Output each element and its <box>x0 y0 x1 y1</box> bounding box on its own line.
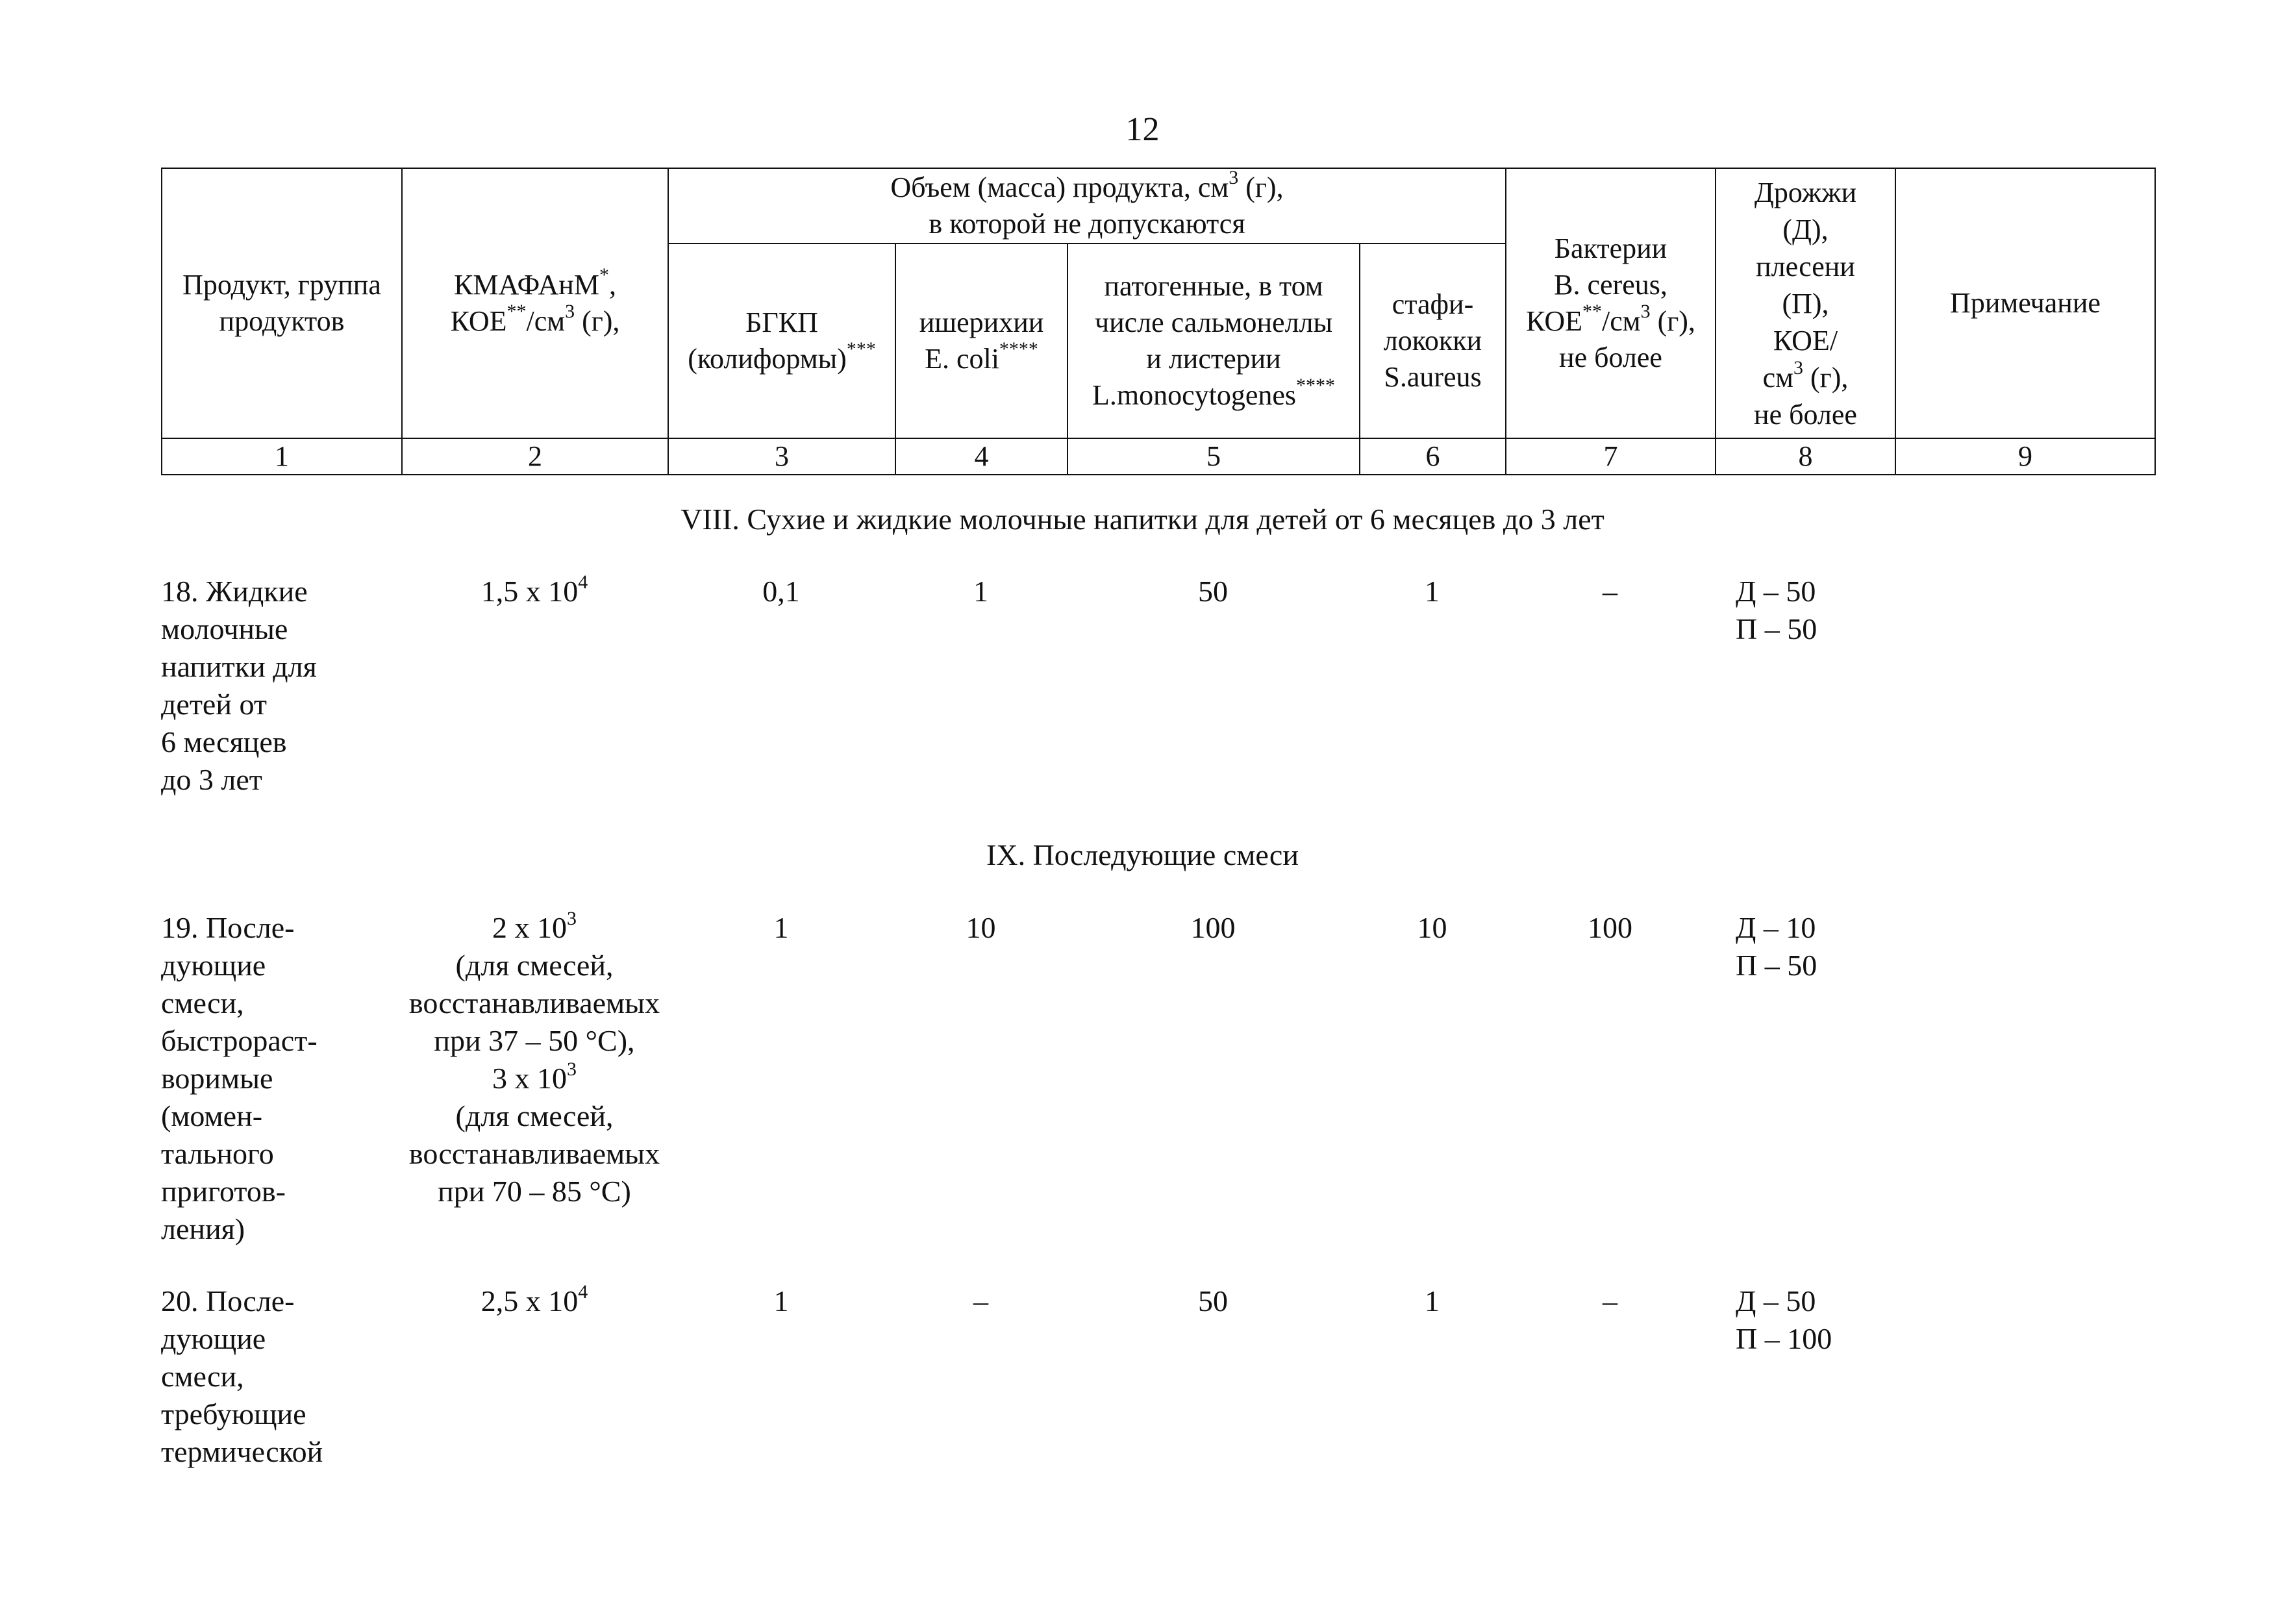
header-unit: КОЕ <box>450 305 507 337</box>
product-line: 6 месяцев <box>161 725 287 758</box>
header-col-ecoli <box>895 244 1068 438</box>
staph-value: 1 <box>1425 1284 1440 1318</box>
bgkp-value: 1 <box>773 1284 789 1318</box>
header-col-yeast-mold <box>1716 168 1895 438</box>
product-line: дующие <box>161 1322 266 1355</box>
header-line: числе сальмонеллы <box>1094 306 1333 338</box>
exponent: 4 <box>578 571 588 593</box>
pathogens-value: 100 <box>1190 911 1236 944</box>
header-unit: (г), <box>575 305 620 337</box>
header-line: Бактерии <box>1554 232 1667 264</box>
column-number: 1 <box>162 438 402 475</box>
footnote-marker: **** <box>1296 375 1336 397</box>
footnote-marker: ** <box>506 301 527 323</box>
mold-value: П – 50 <box>1736 949 1817 982</box>
exponent: 3 <box>565 301 575 323</box>
yeast-mold-value <box>1736 909 1898 984</box>
column-number: 7 <box>1506 438 1716 475</box>
product-line: 20. После- <box>161 1284 295 1318</box>
kmafanm-condition: восстанавливаемых <box>408 986 660 1019</box>
footnote-marker: * <box>599 264 609 286</box>
header-group-line: Объем (масса) продукта, см <box>890 171 1229 203</box>
header-unit: КОЕ <box>1526 305 1582 337</box>
column-number: 6 <box>1360 438 1506 475</box>
kmafanm-condition: восстанавливаемых <box>408 1137 660 1170</box>
section-title: IX. Последующие смеси <box>986 838 1299 871</box>
product-line: до 3 лет <box>161 763 262 796</box>
header-line: плесени <box>1756 250 1855 282</box>
cereus-value: – <box>1603 575 1617 608</box>
header-col-cereus <box>1506 168 1716 438</box>
header-line: B. cereus, <box>1554 269 1667 301</box>
product-line: смеси, <box>161 986 244 1019</box>
kmafanm-condition: (для смесей, <box>455 949 614 982</box>
footnote-marker: **** <box>999 338 1038 360</box>
product-line: детей от <box>161 688 267 721</box>
header-col-pathogens <box>1068 244 1360 438</box>
column-number: 8 <box>1716 438 1895 475</box>
yeast-value: Д – 50 <box>1736 1284 1816 1318</box>
product-name <box>161 909 369 1248</box>
page-number: 12 <box>1125 111 1160 148</box>
header-col-kmafanm: КМАФАнМ*, $КОЕ^{**}/см^3$ (г), <box>402 168 668 438</box>
product-name <box>161 1282 369 1471</box>
header-line: S.aureus <box>1384 361 1482 393</box>
header-line: и листерии <box>1146 343 1281 375</box>
yeast-mold-value <box>1736 1282 1898 1358</box>
mold-value: П – 50 <box>1736 612 1817 645</box>
header-line: (Д), <box>1782 213 1829 245</box>
product-line: 18. Жидкие <box>161 575 308 608</box>
kmafanm-condition: при 70 – 85 °С) <box>438 1175 631 1208</box>
pathogens-value: 50 <box>1198 1284 1228 1318</box>
staph-value: 10 <box>1417 911 1447 944</box>
ecoli-value: 10 <box>966 911 996 944</box>
column-number: 2 <box>402 438 668 475</box>
header-line: (колиформы) <box>688 343 847 375</box>
header-line: лококки <box>1383 325 1482 356</box>
header-line: Дрожжи <box>1754 176 1857 208</box>
exponent: 3 <box>567 907 577 929</box>
column-number: 5 <box>1068 438 1360 475</box>
product-line: дующие <box>161 949 266 982</box>
product-line: воримые <box>161 1062 273 1095</box>
kmafanm-base: 1,5 x 10 <box>481 575 579 608</box>
cereus-value: 100 <box>1588 911 1632 944</box>
header-kmafanm-label: КМАФАнМ <box>454 269 599 301</box>
product-name <box>161 573 369 799</box>
header-unit: (г), <box>1650 305 1695 337</box>
yeast-value: Д – 50 <box>1736 575 1816 608</box>
header-line: не более <box>1559 342 1662 373</box>
header-line: L.monocytogenes <box>1092 379 1297 411</box>
mold-value: П – 100 <box>1736 1322 1832 1355</box>
exponent: 3 <box>1640 301 1651 323</box>
kmafanm-condition: при 37 – 50 °С), <box>434 1024 635 1057</box>
header-group-line: (г), <box>1238 171 1284 203</box>
staph-value: 1 <box>1425 575 1440 608</box>
product-line: смеси, <box>161 1360 244 1393</box>
section-title: VIII. Сухие и жидкие молочные напитки для детей от 6 месяцев до 3 лет <box>681 503 1604 536</box>
product-line: требующие <box>161 1397 306 1430</box>
yeast-value: Д – 10 <box>1736 911 1816 944</box>
header-group-volume <box>668 168 1506 244</box>
exponent: 3 <box>567 1058 577 1080</box>
header-unit: /см <box>1601 305 1641 337</box>
header-col-bgkp <box>668 244 895 438</box>
column-number: 9 <box>1895 438 2155 475</box>
product-line: приготов- <box>161 1175 286 1208</box>
footnote-marker: *** <box>846 338 876 360</box>
kmafanm-base: 2,5 x 10 <box>481 1284 579 1318</box>
product-line: молочные <box>161 612 288 645</box>
pathogens-value: 50 <box>1198 575 1228 608</box>
header-col-product-line: Продукт, группа <box>182 269 381 301</box>
header-line: БГКП <box>745 306 818 338</box>
product-line: быстрораст- <box>161 1024 318 1057</box>
product-line: (момен- <box>161 1099 263 1132</box>
header-line: стафи- <box>1392 288 1474 320</box>
product-line: термической <box>161 1435 323 1468</box>
kmafanm-value <box>401 1282 668 1320</box>
ecoli-value: – <box>973 1284 988 1318</box>
product-line: 19. После- <box>161 911 295 944</box>
bgkp-value: 1 <box>773 911 789 944</box>
header-table <box>161 168 2156 475</box>
kmafanm-value <box>401 909 668 1210</box>
exponent: 3 <box>1229 168 1239 189</box>
column-number: 4 <box>895 438 1068 475</box>
product-line: тального <box>161 1137 274 1170</box>
header-col-staph <box>1360 244 1506 438</box>
kmafanm-base: 3 x 10 <box>492 1062 567 1095</box>
yeast-mold-value <box>1736 573 1898 648</box>
product-line: напитки для <box>161 650 317 683</box>
column-number: 3 <box>668 438 895 475</box>
header-line: КОЕ/ <box>1773 324 1838 356</box>
header-unit: /см <box>526 305 566 337</box>
kmafanm-value <box>401 573 668 610</box>
footnote-marker: ** <box>1582 301 1602 323</box>
ecoli-value: 1 <box>973 575 988 608</box>
header-line: патогенные, в том <box>1104 270 1323 302</box>
header-col-product <box>162 168 402 438</box>
bgkp-value: 0,1 <box>762 575 800 608</box>
kmafanm-base: 2 x 10 <box>492 911 567 944</box>
exponent: 4 <box>578 1280 588 1303</box>
header-unit: (г), <box>1803 361 1849 394</box>
product-line: ления) <box>161 1212 245 1245</box>
header-line: ишерихии <box>919 306 1044 338</box>
kmafanm-condition: (для смесей, <box>455 1099 614 1132</box>
exponent: 3 <box>1793 356 1803 379</box>
header-line: E. coli <box>925 343 999 375</box>
cereus-value: – <box>1603 1284 1617 1318</box>
header-col-note: Примечание <box>1895 168 2155 438</box>
header-group-line: в которой не допускаются <box>929 208 1245 240</box>
header-line: не более <box>1754 398 1857 431</box>
header-col-product-line: продуктов <box>219 305 345 337</box>
header-line: (П), <box>1782 287 1829 319</box>
header-unit: см <box>1762 361 1793 394</box>
